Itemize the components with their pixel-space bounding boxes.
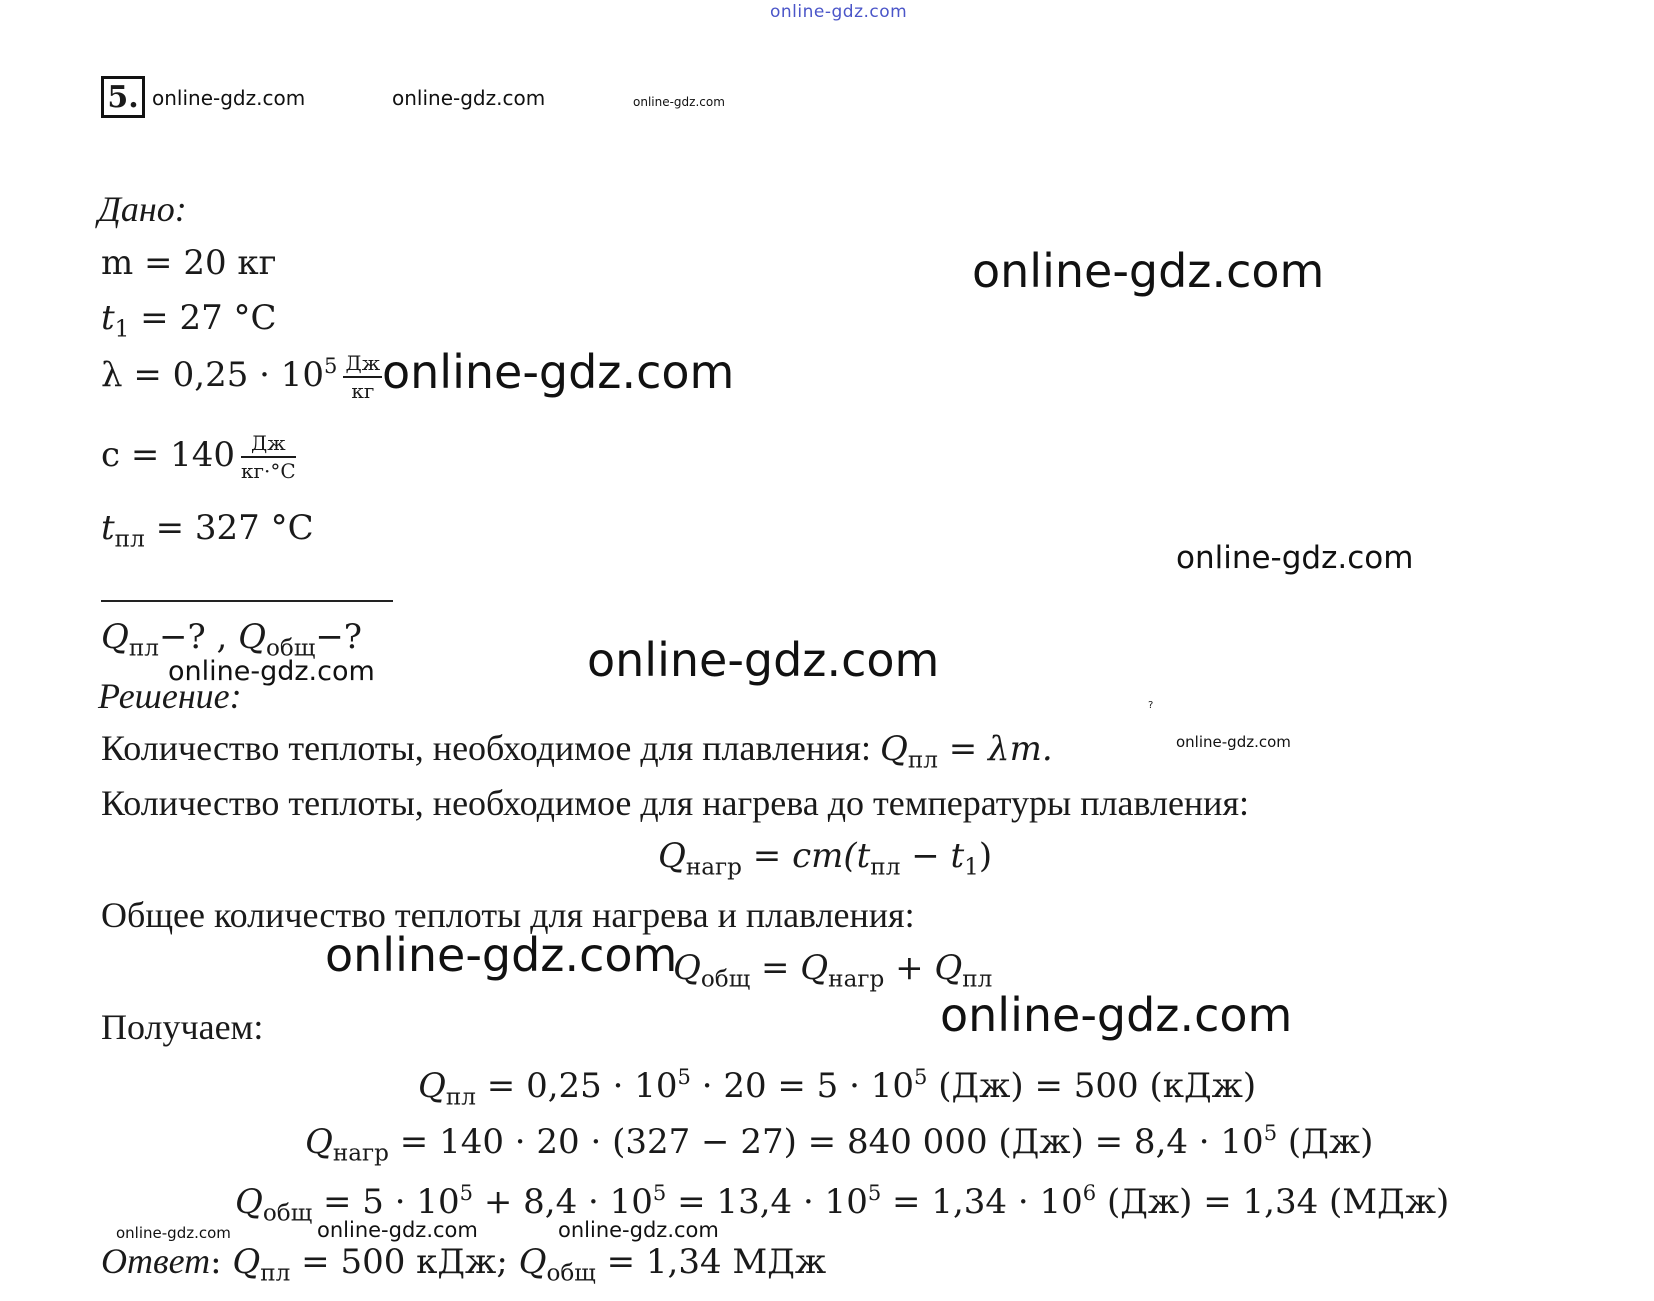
watermark: online-gdz.com — [972, 244, 1325, 298]
watermark: online-gdz.com — [325, 928, 678, 982]
solution-melting-line: Количество теплоты, необходимое для плавления: $Q_{пл} = \lambda m$. — [101, 728, 1053, 774]
watermark: online-gdz.com — [116, 1224, 231, 1242]
given-melting-temp: $t_{пл} = 327$ °C — [101, 508, 314, 553]
c-unit-fraction: $\frac{Дж}{кг\cdot^\circ C}$ — [241, 431, 296, 483]
solution-heating-line: Количество теплоты, необходимое для нагрева до температуры плавления: — [101, 783, 1250, 823]
answer-line: Ответ: $Q_{пл} = 500$ кДж; $Q_{общ} = 1,34$ МДж — [101, 1241, 827, 1287]
watermark: online-gdz.com — [382, 345, 735, 399]
given-mass: m = 20 кг — [101, 243, 277, 283]
watermark: online-gdz.com — [152, 86, 306, 110]
watermark: online-gdz.com — [168, 656, 375, 687]
watermark: online-gdz.com — [317, 1218, 478, 1242]
given-heading: Дано: — [98, 189, 187, 229]
watermark: online-gdz.com — [940, 988, 1293, 1042]
stray-mark: ? — [1148, 700, 1154, 711]
watermark: online-gdz.com — [1176, 540, 1414, 576]
task-number: 5. — [101, 76, 145, 118]
calc-heating: $Q_{нагр} = 140 \cdot 20 \cdot (327 - 27) = 840$ 000 $(Дж) = 8,4 \cdot 10^5$ (Дж) — [305, 1119, 1374, 1167]
given-lambda: $\lambda = 0,25 \cdot 10^5$ $\frac{Дж}{кг}$ — [101, 351, 381, 403]
calc-total: $Q_{общ} = 5 \cdot 10^5 + 8,4 \cdot 10^5 = 13,4 \cdot 10^5 = 1,34 \cdot 10^6$ (Дж) = 1,34 (МДж) — [235, 1179, 1450, 1227]
watermark: online-gdz.com — [587, 633, 940, 687]
find-unknowns: $Q_{пл}-$? , $Q_{общ}-$? — [101, 617, 363, 662]
solution-result-label: Получаем: — [101, 1007, 264, 1047]
given-divider — [101, 600, 393, 602]
watermark-top: online-gdz.com — [770, 2, 908, 22]
calc-melting: $Q_{пл} = 0,25 \cdot 10^5 \cdot 20 = 5 \cdot 10^5$ (Дж) = 500 (кДж) — [418, 1063, 1257, 1111]
watermark: online-gdz.com — [558, 1218, 719, 1242]
watermark: online-gdz.com — [1176, 733, 1291, 751]
watermark: online-gdz.com — [633, 95, 725, 109]
solution-total-line: Общее количество теплоты для нагрева и плавления: — [101, 895, 915, 935]
given-initial-temp: $t_1 = 27$ °C — [101, 298, 277, 343]
formula-total: $Q_{общ} = Q_{нагр} + Q_{пл}$ — [673, 948, 993, 993]
formula-heating: $Q_{нагр} = cm(t_{пл} - t_1)$ — [658, 836, 993, 881]
solution-heading: Решение: — [98, 676, 242, 716]
watermark: online-gdz.com — [392, 86, 546, 110]
given-specific-heat: c = 140 $\frac{Дж}{кг\cdot^\circ C}$ — [101, 431, 296, 483]
lambda-unit-fraction: $\frac{Дж}{кг}$ — [345, 351, 381, 403]
